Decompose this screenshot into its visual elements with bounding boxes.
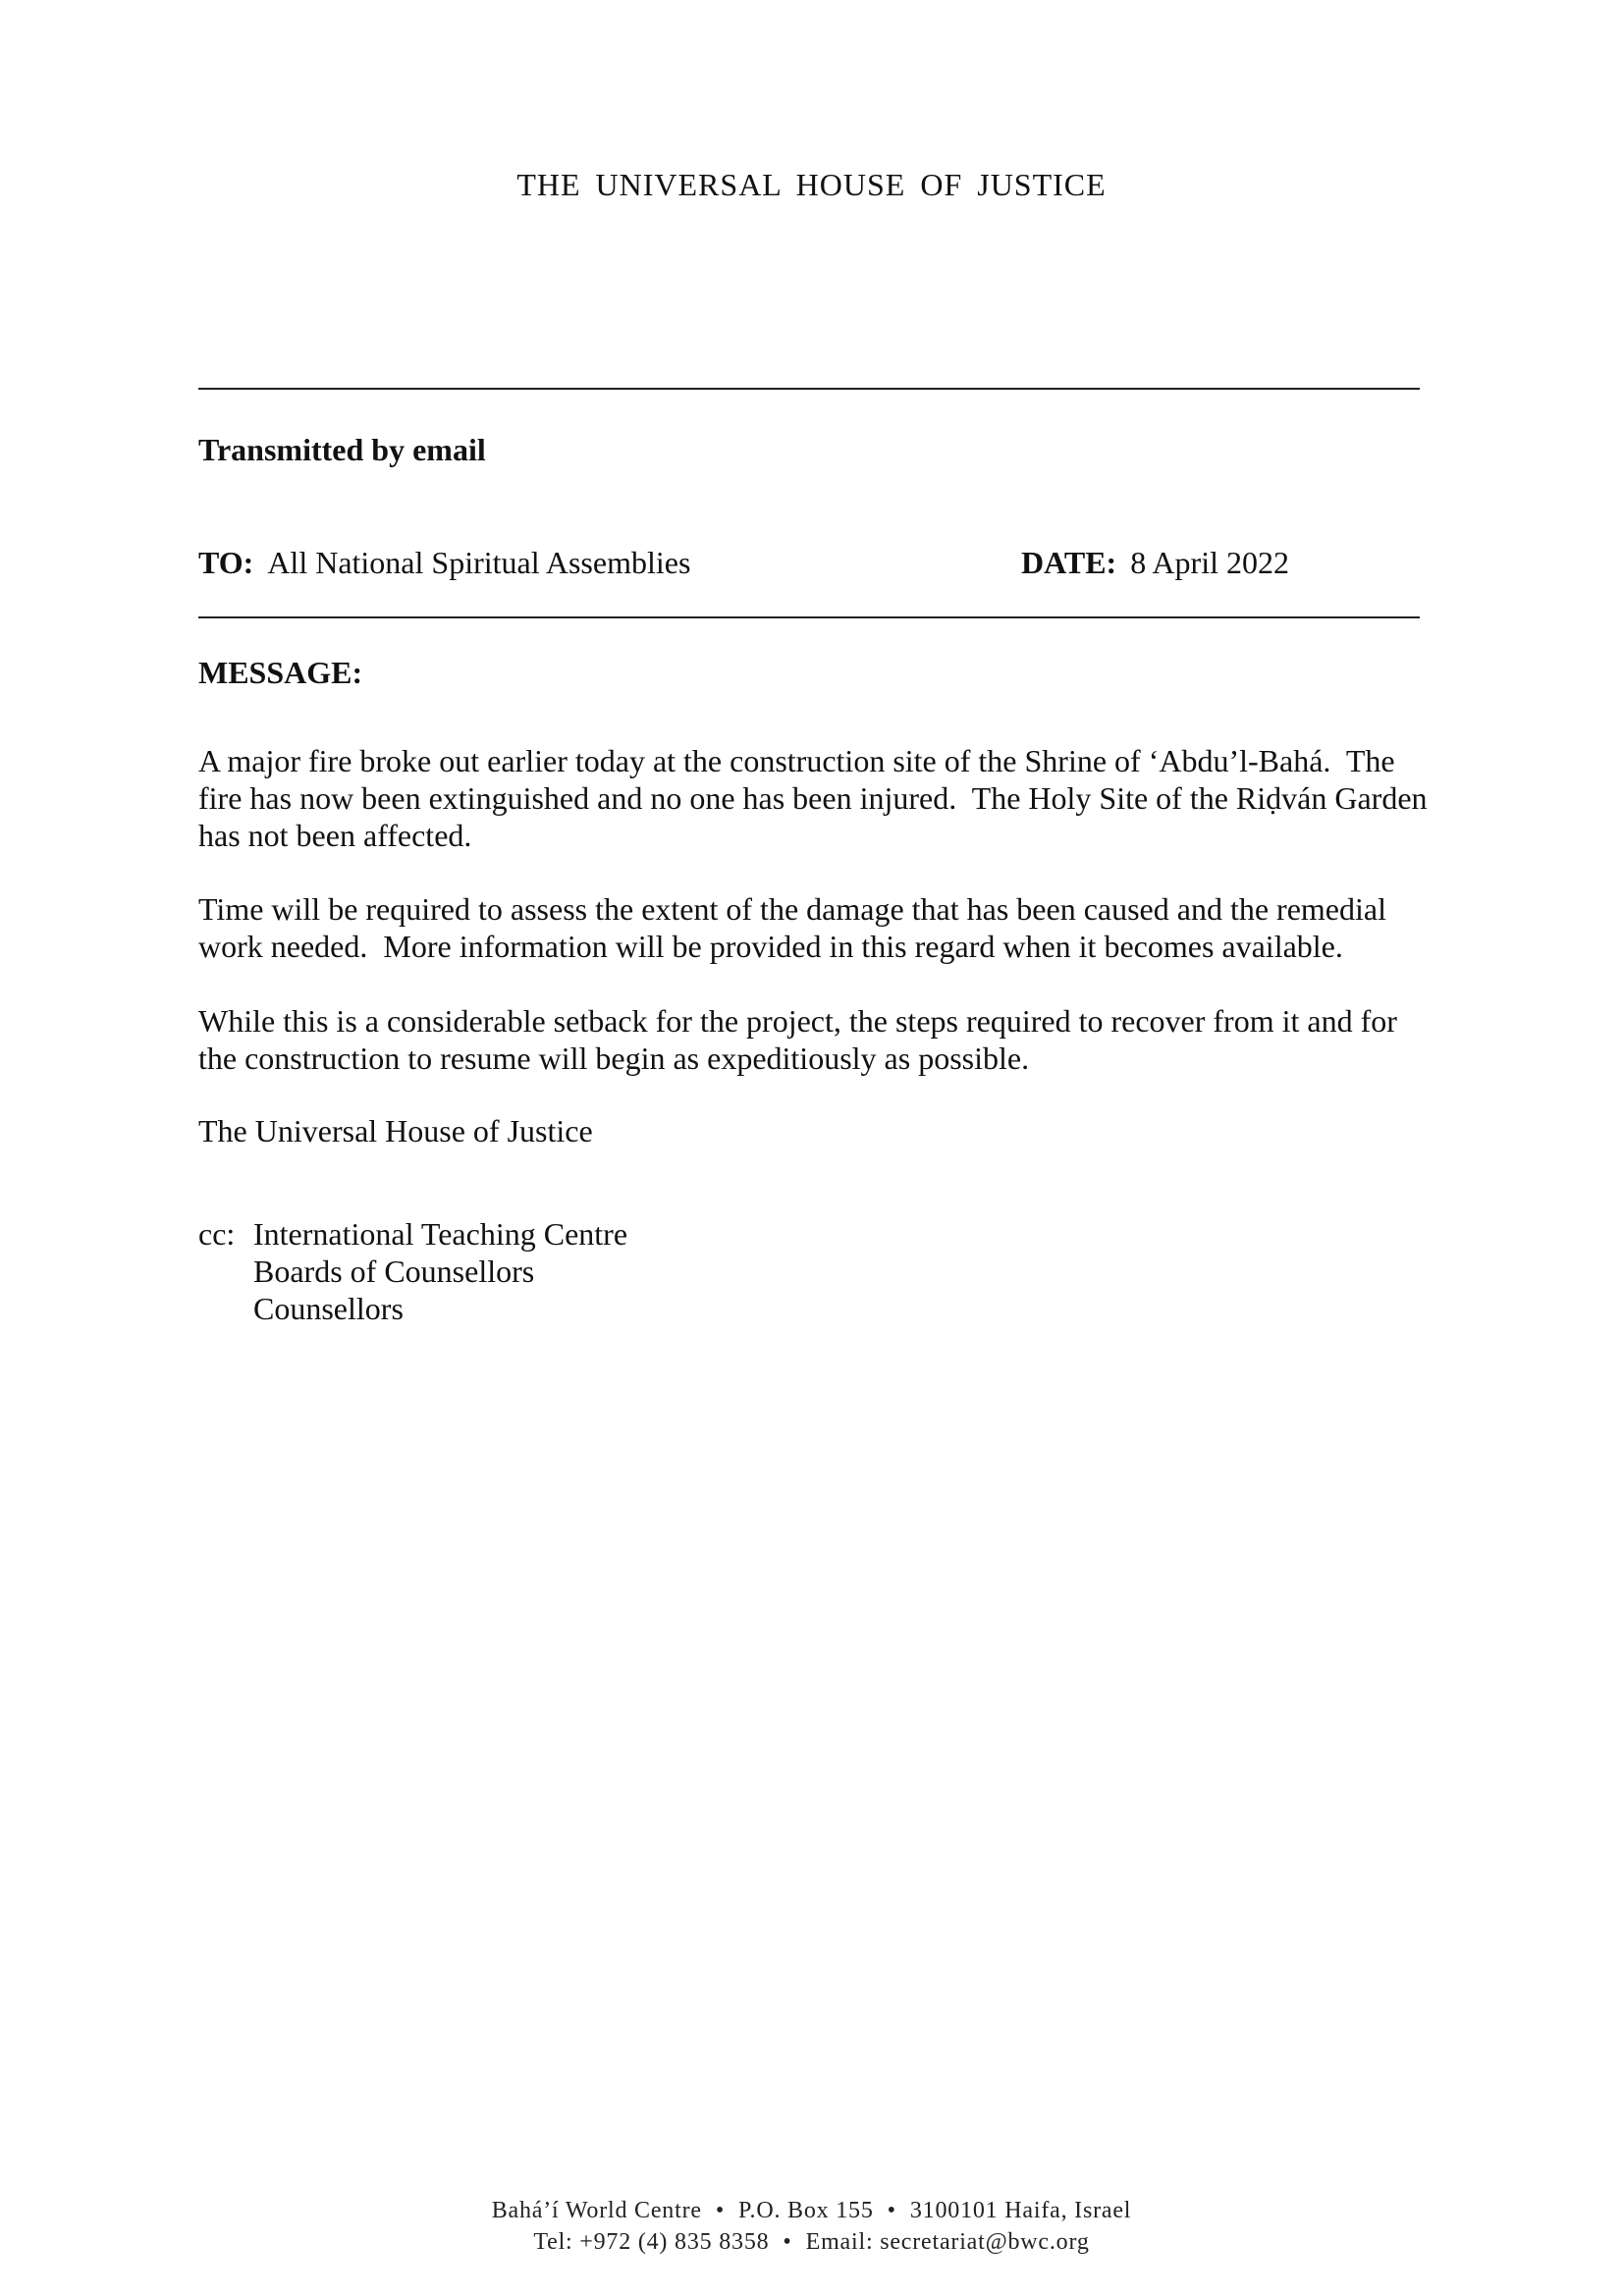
date-label: DATE: [1021, 545, 1117, 580]
bullet-separator: • [715, 2198, 726, 2223]
footer-po-box: P.O. Box 155 [738, 2198, 874, 2223]
footer-phone: Tel: +972 (4) 835 8358 [533, 2229, 770, 2255]
cc-recipient: Counsellors [253, 1291, 404, 1326]
cc-recipient: Boards of Counsellors [253, 1254, 535, 1289]
cc-label: cc: [198, 1216, 236, 1252]
signature: The Universal House of Justice [198, 1113, 593, 1148]
cc-list [253, 1215, 627, 1327]
footer [0, 2195, 1623, 2258]
message-paragraph: While this is a considerable setback for the project, the steps required to recover from it and for the construction to resume will begin as expeditiously as possible. [198, 1003, 1405, 1076]
bullet-separator: • [887, 2198, 896, 2223]
footer-address-line [0, 2195, 1623, 2226]
transmission-method: Transmitted by email [198, 432, 486, 467]
to-label: TO: [198, 545, 254, 580]
footer-address: 3100101 Haifa, Israel [909, 2198, 1132, 2223]
date-value: 8 April 2022 [1130, 545, 1289, 580]
to-field [198, 545, 690, 581]
footer-org: Bahá’í World Centre [491, 2198, 702, 2223]
bullet-separator: • [783, 2229, 792, 2255]
cc-recipient: International Teaching Centre [253, 1216, 628, 1252]
header-divider [198, 616, 1420, 618]
page-title: THE UNIVERSAL HOUSE OF JUSTICE [516, 167, 1107, 202]
footer-email[interactable]: Email: secretariat@bwc.org [805, 2229, 1090, 2255]
cc-block [198, 1215, 627, 1327]
to-value: All National Spiritual Assemblies [267, 545, 691, 580]
footer-contact-line [0, 2226, 1623, 2258]
message-paragraph: Time will be required to assess the extent of the damage that has been caused and the remedial work needed. More information will be provided in this regard when it becomes available. [198, 891, 1394, 964]
message-label: MESSAGE: [198, 655, 363, 690]
message-paragraph: A major fire broke out earlier today at the construction site of the Shrine of ‘Abdu’l-Bahá. The fire has now been extinguished and no one has been injured. The Holy Site of the Riḍván Garden has not been affected. [198, 743, 1435, 853]
top-divider [198, 388, 1420, 390]
date-field [1021, 545, 1289, 581]
